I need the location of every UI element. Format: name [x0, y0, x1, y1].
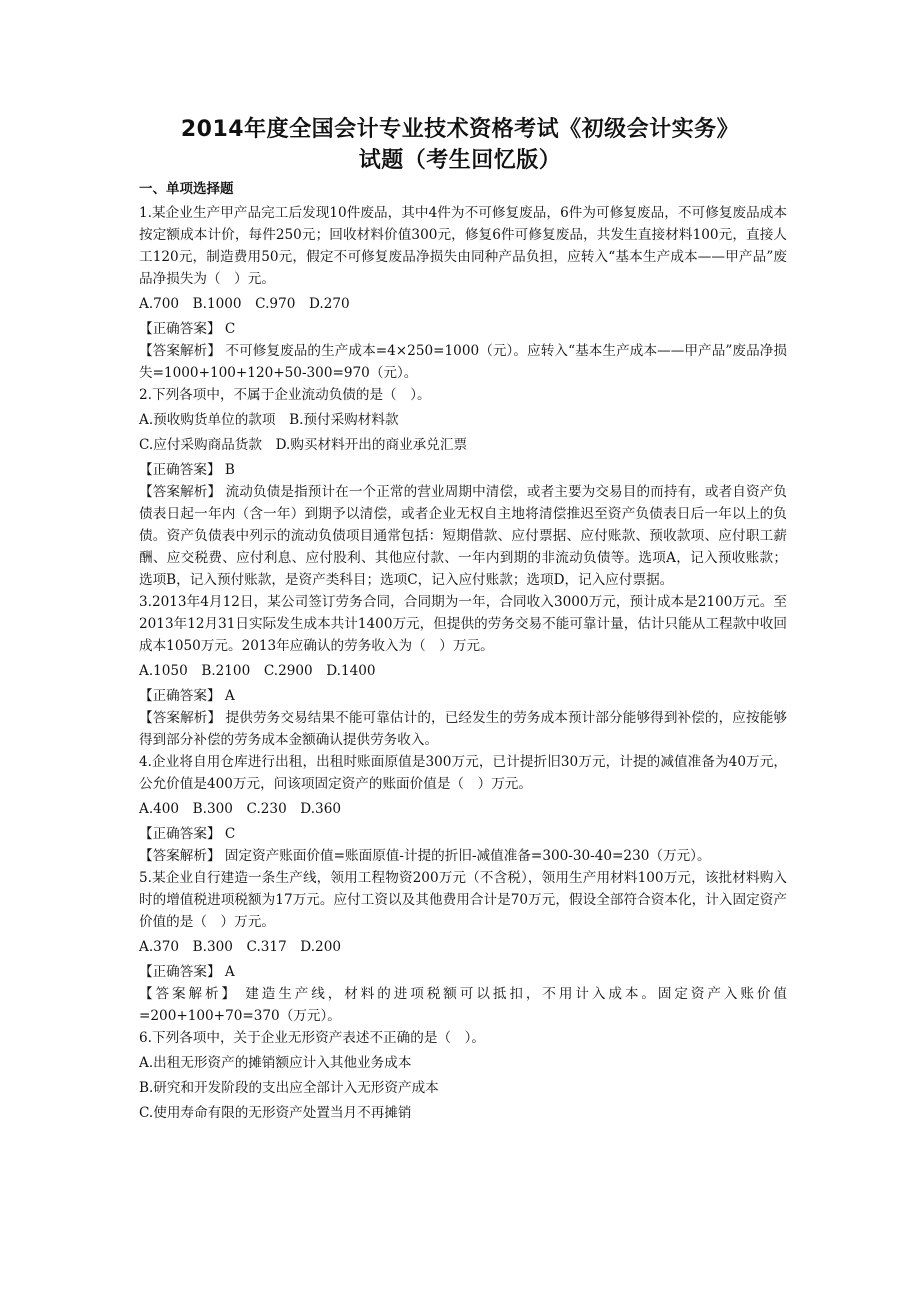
question-4-options: A.400 B.300 C.230 D.360 — [139, 801, 341, 817]
document-title-line-2: 试题（考生回忆版） — [358, 148, 562, 173]
question-6-option-b: B.研究和开发阶段的支出应全部计入无形资产成本 — [139, 1080, 439, 1096]
question-4-answer: 【正确答案】 C — [139, 826, 236, 842]
question-3-answer: 【正确答案】 A — [139, 688, 235, 704]
question-5-analysis: 【答案解析】 建造生产线，材料的进项税额可以抵扣，不用计入成本。固定资产入账价值=200+100+70=370（万元）。 — [139, 986, 787, 1024]
question-5-options: A.370 B.300 C.317 D.200 — [139, 939, 341, 955]
document-title-line-1: 2014年度全国会计专业技术资格考试《初级会计实务》 — [180, 117, 740, 142]
section-heading: 一、单项选择题 — [139, 181, 234, 197]
question-2-options-line-1: A.预收购货单位的款项 B.预付采购材料款 — [139, 412, 399, 428]
question-3-stem: 3.2013年4月12日，某公司签订劳务合同，合同期为一年，合同收入3000万元，预计成本是2100万元。至2013年12月31日实际发生成本共计1400万元，但提供的劳务交易不能可靠计量，估计只能从工程款中收回成本1050万元。2013年应确认的劳务收入为（ ）万元。 — [139, 594, 787, 654]
question-2-answer: 【正确答案】 B — [139, 462, 235, 478]
document-body — [139, 180, 787, 1127]
question-1-answer: 【正确答案】 C — [139, 321, 236, 337]
question-6-stem: 6.下列各项中，关于企业无形资产表述不正确的是（ ）。 — [139, 1030, 486, 1046]
question-4-stem: 4.企业将自用仓库进行出租，出租时账面原值是300万元，已计提折旧30万元，计提的减值准备为40万元，公允价值是400万元，问该项固定资产的账面价值是（ ）万元。 — [139, 754, 787, 792]
question-3-analysis: 【答案解析】 提供劳务交易结果不能可靠估计的，已经发生的劳务成本预计部分能够得到补偿的，应按能够得到部分补偿的劳务成本金额确认提供劳务收入。 — [139, 710, 787, 748]
question-2-analysis: 【答案解析】 流动负债是指预计在一个正常的营业周期中清偿，或者主要为交易目的而持有，或者自资产负债表日起一年内（含一年）到期予以清偿，或者企业无权自主地将清偿推迟至资产负债表日后一年以上的负债。资产负债表中列示的流动负债项目通常包括：短期借款、应付票据、应付账款、预收款项、应付职工薪酬、应交税费、应付利息、应付股利、其他应付款、一年内到期的非流动负债等。选项A，记入预收账款；选项B，记入预付账款，是资产类科目；选项C，记入应付账款；选项D，记入应付票据。 — [139, 484, 787, 588]
question-2-options-line-2: C.应付采购商品货款 D.购买材料开出的商业承兑汇票 — [139, 437, 468, 453]
question-1-stem: 1.某企业生产甲产品完工后发现10件废品，其中4件为不可修复废品，6件为可修复废品，不可修复废品成本按定额成本计价，每件250元；回收材料价值300元，修复6件可修复废品，共发生直接材料100元，直接人工120元，制造费用50元，假定不可修复废品净损失由同种产品负担，应转入“基本生产成本——甲产品”废品净损失为（ ）元。 — [139, 205, 787, 287]
question-1-analysis: 【答案解析】 不可修复废品的生产成本=4×250=1000（元）。应转入“基本生产成本——甲产品”废品净损失=1000+100+120+50-300=970（元）。 — [139, 343, 787, 381]
question-3-options: A.1050 B.2100 C.2900 D.1400 — [139, 663, 376, 679]
question-4-analysis: 【答案解析】 固定资产账面价值=账面原值-计提的折旧-减值准备=300-30-40=230（万元）。 — [139, 848, 711, 864]
question-6-option-a: A.出租无形资产的摊销额应计入其他业务成本 — [139, 1055, 412, 1071]
question-5-answer: 【正确答案】 A — [139, 964, 235, 980]
question-5-stem: 5.某企业自行建造一条生产线，领用工程物资200万元（不含税），领用生产用材料100万元，该批材料购入时的增值税进项税额为17万元。应付工资以及其他费用合计是70万元，假设全部符合资本化，计入固定资产价值的是（ ）万元。 — [139, 870, 787, 930]
question-2-stem: 2.下列各项中，不属于企业流动负债的是（ ）。 — [139, 387, 431, 403]
question-6-option-c: C.使用寿命有限的无形资产处置当月不再摊销 — [139, 1105, 412, 1121]
question-1-options: A.700 B.1000 C.970 D.270 — [139, 296, 350, 312]
